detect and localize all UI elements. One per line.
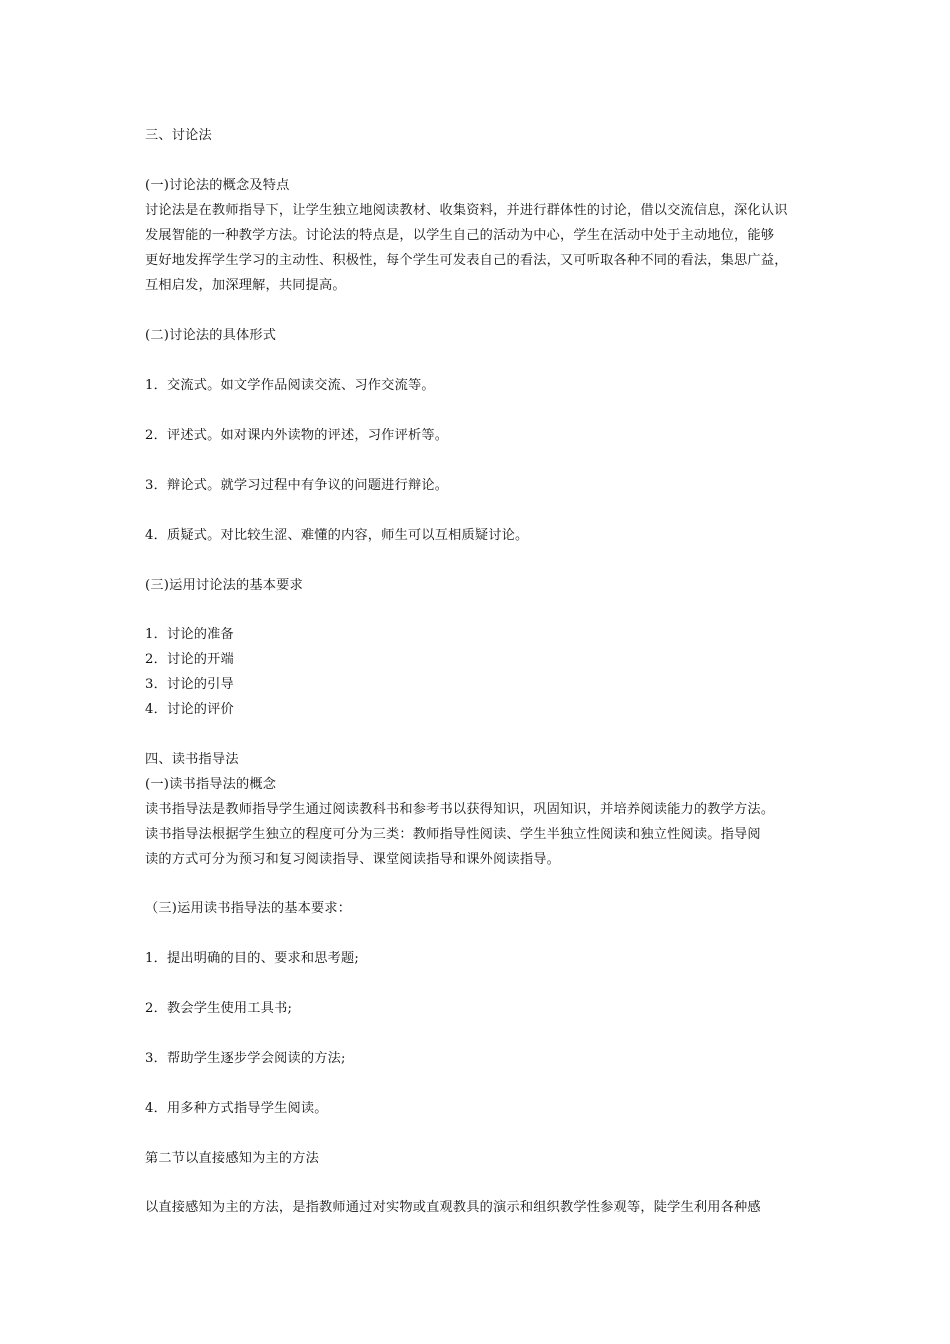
list-item: 3．帮助学生逐步学会阅读的方法; <box>145 1051 346 1066</box>
paragraph-line: 互相启发，加深理解，共同提高。 <box>145 278 346 293</box>
list-item: 4．讨论的评价 <box>145 702 234 717</box>
list-item: 1．讨论的准备 <box>145 627 234 642</box>
section-heading: 第二节以直接感知为主的方法 <box>145 1151 320 1166</box>
paragraph-line: 发展智能的一种教学方法。讨论法的特点是，以学生自己的活动为中心，学生在活动中处于主动地位，能够 <box>145 228 775 243</box>
subsection-heading: (一)读书指导法的概念 <box>145 777 277 792</box>
list-item: 1．提出明确的目的、要求和思考题; <box>145 951 360 966</box>
paragraph-line: 更好地发挥学生学习的主动性、积极性，每个学生可发表自己的看法，又可听取各种不同的看法，集思广益， <box>145 253 788 268</box>
section-heading: 三、讨论法 <box>145 128 212 143</box>
subsection-heading: (二)讨论法的具体形式 <box>145 328 277 343</box>
paragraph-line: 以直接感知为主的方法，是指教师通过对实物或直观教具的演示和组织教学性参观等，陡学生利用各种感 <box>145 1200 761 1215</box>
list-item: 4．用多种方式指导学生阅读。 <box>145 1101 328 1116</box>
subsection-heading: （三)运用读书指导法的基本要求： <box>145 901 352 916</box>
subsection-heading: (三)运用讨论法的基本要求 <box>145 578 303 593</box>
list-item: 2．教会学生使用工具书; <box>145 1001 293 1016</box>
subsection-heading: (一)讨论法的概念及特点 <box>145 178 290 193</box>
list-item: 2．评述式。如对课内外读物的评述，习作评析等。 <box>145 428 449 443</box>
list-item: 3．讨论的引导 <box>145 677 234 692</box>
paragraph-line: 讨论法是在教师指导下，让学生独立地阅读教材、收集资料，并进行群体性的讨论，借以交流信息，深化认识 <box>145 203 788 218</box>
paragraph-line: 读书指导法是教师指导学生通过阅读教科书和参考书以获得知识，巩固知识，并培养阅读能力的教学方法。 <box>145 802 775 817</box>
section-heading: 四、读书指导法 <box>145 752 239 767</box>
list-item: 3．辩论式。就学习过程中有争议的问题进行辩论。 <box>145 478 449 493</box>
list-item: 4．质疑式。对比较生涩、难懂的内容，师生可以互相质疑讨论。 <box>145 528 529 543</box>
paragraph-line: 读书指导法根据学生独立的程度可分为三类：教师指导性阅读、学生半独立性阅读和独立性阅读。指导阅 <box>145 827 761 842</box>
paragraph-line: 读的方式可分为预习和复习阅读指导、课堂阅读指导和课外阅读指导。 <box>145 852 561 867</box>
list-item: 2．讨论的开端 <box>145 652 234 667</box>
list-item: 1．交流式。如文学作品阅读交流、习作交流等。 <box>145 378 435 393</box>
